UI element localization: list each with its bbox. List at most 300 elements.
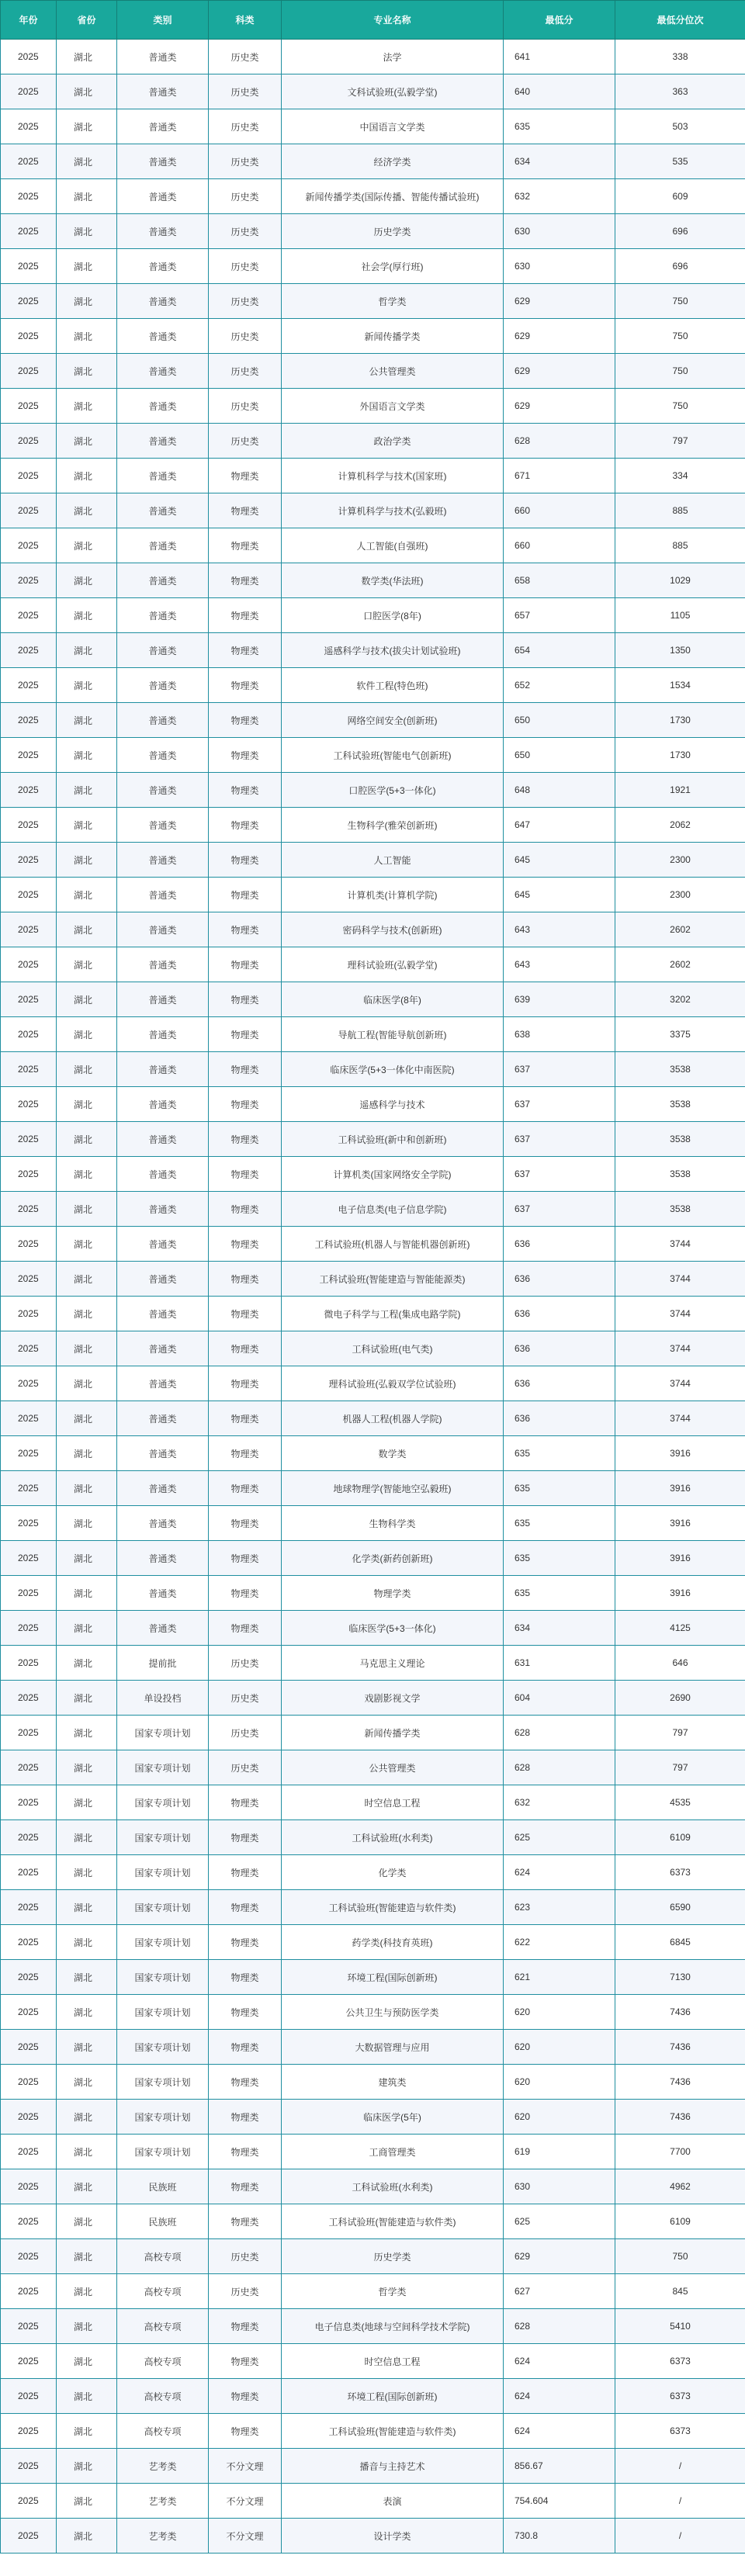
category-cell: 普通类 — [117, 1576, 209, 1611]
min-score-cell: 634 — [504, 1611, 615, 1646]
major-name-cell: 药学类(科技育英班) — [282, 1925, 504, 1960]
subject-track-cell: 物理类 — [209, 598, 282, 633]
table-row — [1, 1087, 745, 1122]
table-row — [1, 598, 745, 633]
major-name-cell: 中国语言文学类 — [282, 109, 504, 144]
major-name-cell: 历史学类 — [282, 2239, 504, 2274]
min-rank-cell: 3744 — [615, 1331, 745, 1366]
province-cell: 湖北 — [57, 1890, 117, 1925]
table-row — [1, 1541, 745, 1576]
province-cell: 湖北 — [57, 2204, 117, 2239]
province-cell: 湖北 — [57, 1681, 117, 1716]
year-cell: 2025 — [1, 1331, 57, 1366]
category-cell: 普通类 — [117, 144, 209, 179]
province-cell: 湖北 — [57, 738, 117, 773]
category-cell: 普通类 — [117, 1506, 209, 1541]
table-row — [1, 354, 745, 389]
min-rank-cell: 609 — [615, 179, 745, 214]
min-score-cell: 641 — [504, 40, 615, 74]
year-cell: 2025 — [1, 249, 57, 284]
year-cell: 2025 — [1, 982, 57, 1017]
min-score-cell: 654 — [504, 633, 615, 668]
min-score-cell: 856.67 — [504, 2449, 615, 2484]
category-cell: 普通类 — [117, 214, 209, 249]
category-cell: 普通类 — [117, 179, 209, 214]
province-cell: 湖北 — [57, 2484, 117, 2519]
header-province: 省份 — [57, 1, 117, 40]
category-cell: 普通类 — [117, 947, 209, 982]
min-score-cell: 658 — [504, 563, 615, 598]
min-score-cell: 639 — [504, 982, 615, 1017]
min-rank-cell: 6109 — [615, 2204, 745, 2239]
min-rank-cell: 503 — [615, 109, 745, 144]
min-rank-cell: 2300 — [615, 843, 745, 878]
province-cell: 湖北 — [57, 493, 117, 528]
major-name-cell: 化学类 — [282, 1855, 504, 1890]
min-rank-cell: 3538 — [615, 1122, 745, 1157]
major-name-cell: 大数据管理与应用 — [282, 2030, 504, 2065]
subject-track-cell: 物理类 — [209, 1366, 282, 1401]
category-cell: 艺考类 — [117, 2519, 209, 2553]
subject-track-cell: 历史类 — [209, 179, 282, 214]
category-cell: 普通类 — [117, 668, 209, 703]
subject-track-cell: 物理类 — [209, 2204, 282, 2239]
min-score-cell: 636 — [504, 1227, 615, 1262]
year-cell: 2025 — [1, 1192, 57, 1227]
year-cell: 2025 — [1, 40, 57, 74]
table-row — [1, 1750, 745, 1785]
year-cell: 2025 — [1, 912, 57, 947]
min-score-cell: 637 — [504, 1157, 615, 1192]
subject-track-cell: 物理类 — [209, 1262, 282, 1297]
table-row — [1, 1052, 745, 1087]
year-cell: 2025 — [1, 2309, 57, 2344]
min-rank-cell: 4535 — [615, 1785, 745, 1820]
major-name-cell: 工科试验班(智能建造与软件类) — [282, 1890, 504, 1925]
table-row — [1, 1785, 745, 1820]
major-name-cell: 工商管理类 — [282, 2135, 504, 2169]
category-cell: 高校专项 — [117, 2309, 209, 2344]
min-rank-cell: 7130 — [615, 1960, 745, 1995]
province-cell: 湖北 — [57, 2519, 117, 2553]
category-cell: 高校专项 — [117, 2274, 209, 2309]
min-rank-cell: 3538 — [615, 1157, 745, 1192]
subject-track-cell: 物理类 — [209, 2030, 282, 2065]
year-cell: 2025 — [1, 2065, 57, 2100]
province-cell: 湖北 — [57, 179, 117, 214]
subject-track-cell: 历史类 — [209, 249, 282, 284]
year-cell: 2025 — [1, 2519, 57, 2553]
year-cell: 2025 — [1, 389, 57, 424]
major-name-cell: 时空信息工程 — [282, 1785, 504, 1820]
min-score-cell: 631 — [504, 1646, 615, 1681]
year-cell: 2025 — [1, 2100, 57, 2135]
min-score-cell: 638 — [504, 1017, 615, 1052]
subject-track-cell: 物理类 — [209, 668, 282, 703]
min-rank-cell: 6590 — [615, 1890, 745, 1925]
year-cell: 2025 — [1, 563, 57, 598]
category-cell: 国家专项计划 — [117, 1716, 209, 1750]
category-cell: 普通类 — [117, 1087, 209, 1122]
year-cell: 2025 — [1, 1716, 57, 1750]
province-cell: 湖北 — [57, 354, 117, 389]
min-rank-cell: 3538 — [615, 1192, 745, 1227]
subject-track-cell: 物理类 — [209, 1192, 282, 1227]
major-name-cell: 法学 — [282, 40, 504, 74]
province-cell: 湖北 — [57, 214, 117, 249]
subject-track-cell: 物理类 — [209, 2309, 282, 2344]
province-cell: 湖北 — [57, 40, 117, 74]
province-cell: 湖北 — [57, 1262, 117, 1297]
table-row — [1, 2309, 745, 2344]
subject-track-cell: 物理类 — [209, 1436, 282, 1471]
min-rank-cell: 3202 — [615, 982, 745, 1017]
major-name-cell: 工科试验班(机器人与智能机器创新班) — [282, 1227, 504, 1262]
table-row — [1, 1681, 745, 1716]
year-cell: 2025 — [1, 1611, 57, 1646]
min-score-cell: 650 — [504, 703, 615, 738]
province-cell: 湖北 — [57, 109, 117, 144]
major-name-cell: 公共管理类 — [282, 1750, 504, 1785]
min-score-cell: 636 — [504, 1366, 615, 1401]
province-cell: 湖北 — [57, 598, 117, 633]
min-rank-cell: / — [615, 2519, 745, 2553]
year-cell: 2025 — [1, 1681, 57, 1716]
province-cell: 湖北 — [57, 319, 117, 354]
min-rank-cell: 3916 — [615, 1436, 745, 1471]
min-rank-cell: 3375 — [615, 1017, 745, 1052]
major-name-cell: 遥感科学与技术(拔尖计划试验班) — [282, 633, 504, 668]
subject-track-cell: 物理类 — [209, 633, 282, 668]
major-name-cell: 口腔医学(8年) — [282, 598, 504, 633]
year-cell: 2025 — [1, 2414, 57, 2449]
year-cell: 2025 — [1, 668, 57, 703]
min-score-cell: 629 — [504, 284, 615, 319]
subject-track-cell: 物理类 — [209, 808, 282, 843]
year-cell: 2025 — [1, 1750, 57, 1785]
table-row — [1, 1611, 745, 1646]
major-name-cell: 外国语言文学类 — [282, 389, 504, 424]
major-name-cell: 工科试验班(电气类) — [282, 1331, 504, 1366]
major-name-cell: 设计学类 — [282, 2519, 504, 2553]
major-name-cell: 临床医学(5年) — [282, 2100, 504, 2135]
table-row — [1, 808, 745, 843]
subject-track-cell: 物理类 — [209, 947, 282, 982]
year-cell: 2025 — [1, 74, 57, 109]
year-cell: 2025 — [1, 1506, 57, 1541]
major-name-cell: 理科试验班(弘毅学堂) — [282, 947, 504, 982]
major-name-cell: 文科试验班(弘毅学堂) — [282, 74, 504, 109]
year-cell: 2025 — [1, 109, 57, 144]
province-cell: 湖北 — [57, 459, 117, 493]
min-score-cell: 636 — [504, 1331, 615, 1366]
major-name-cell: 计算机科学与技术(国家班) — [282, 459, 504, 493]
table-row — [1, 1925, 745, 1960]
major-name-cell: 数学类(华法班) — [282, 563, 504, 598]
min-rank-cell: 6845 — [615, 1925, 745, 1960]
category-cell: 普通类 — [117, 1227, 209, 1262]
major-name-cell: 哲学类 — [282, 284, 504, 319]
major-name-cell: 工科试验班(智能电气创新班) — [282, 738, 504, 773]
subject-track-cell: 物理类 — [209, 1471, 282, 1506]
min-rank-cell: 885 — [615, 528, 745, 563]
major-name-cell: 历史学类 — [282, 214, 504, 249]
min-score-cell: 634 — [504, 144, 615, 179]
subject-track-cell: 物理类 — [209, 1820, 282, 1855]
table-row — [1, 40, 745, 74]
min-score-cell: 625 — [504, 1820, 615, 1855]
province-cell: 湖北 — [57, 2274, 117, 2309]
province-cell: 湖北 — [57, 1471, 117, 1506]
major-name-cell: 计算机类(国家网络安全学院) — [282, 1157, 504, 1192]
year-cell: 2025 — [1, 214, 57, 249]
table-row — [1, 144, 745, 179]
major-name-cell: 社会学(厚行班) — [282, 249, 504, 284]
header-major-name: 专业名称 — [282, 1, 504, 40]
subject-track-cell: 物理类 — [209, 1331, 282, 1366]
province-cell: 湖北 — [57, 1017, 117, 1052]
major-name-cell: 马克思主义理论 — [282, 1646, 504, 1681]
major-name-cell: 微电子科学与工程(集成电路学院) — [282, 1297, 504, 1331]
category-cell: 普通类 — [117, 1297, 209, 1331]
major-name-cell: 数学类 — [282, 1436, 504, 1471]
category-cell: 普通类 — [117, 459, 209, 493]
subject-track-cell: 历史类 — [209, 214, 282, 249]
subject-track-cell: 物理类 — [209, 1122, 282, 1157]
year-cell: 2025 — [1, 1157, 57, 1192]
category-cell: 普通类 — [117, 1541, 209, 1576]
min-rank-cell: 797 — [615, 1750, 745, 1785]
major-name-cell: 环境工程(国际创新班) — [282, 2379, 504, 2414]
table-row — [1, 1890, 745, 1925]
min-score-cell: 628 — [504, 1750, 615, 1785]
major-name-cell: 生物科学(雅荣创新班) — [282, 808, 504, 843]
table-body — [1, 40, 745, 2553]
min-score-cell: 635 — [504, 1506, 615, 1541]
year-cell: 2025 — [1, 144, 57, 179]
subject-track-cell: 物理类 — [209, 563, 282, 598]
header-subject-track: 科类 — [209, 1, 282, 40]
major-name-cell: 导航工程(智能导航创新班) — [282, 1017, 504, 1052]
min-rank-cell: 7436 — [615, 2065, 745, 2100]
table-row — [1, 982, 745, 1017]
major-name-cell: 人工智能(自强班) — [282, 528, 504, 563]
year-cell: 2025 — [1, 1925, 57, 1960]
province-cell: 湖北 — [57, 982, 117, 1017]
min-score-cell: 635 — [504, 1576, 615, 1611]
province-cell: 湖北 — [57, 1750, 117, 1785]
major-name-cell: 物理学类 — [282, 1576, 504, 1611]
major-name-cell: 人工智能 — [282, 843, 504, 878]
min-score-cell: 632 — [504, 1785, 615, 1820]
category-cell: 国家专项计划 — [117, 2030, 209, 2065]
category-cell: 国家专项计划 — [117, 2065, 209, 2100]
category-cell: 国家专项计划 — [117, 2135, 209, 2169]
year-cell: 2025 — [1, 459, 57, 493]
table-row — [1, 1716, 745, 1750]
year-cell: 2025 — [1, 2274, 57, 2309]
min-score-cell: 657 — [504, 598, 615, 633]
province-cell: 湖北 — [57, 1995, 117, 2030]
min-score-cell: 628 — [504, 1716, 615, 1750]
subject-track-cell: 物理类 — [209, 1087, 282, 1122]
subject-track-cell: 物理类 — [209, 2379, 282, 2414]
min-score-cell: 660 — [504, 493, 615, 528]
min-rank-cell: 2602 — [615, 947, 745, 982]
min-rank-cell: 6373 — [615, 1855, 745, 1890]
min-score-cell: 637 — [504, 1087, 615, 1122]
table-row — [1, 493, 745, 528]
min-score-cell: 645 — [504, 878, 615, 912]
min-rank-cell: 6373 — [615, 2379, 745, 2414]
province-cell: 湖北 — [57, 2379, 117, 2414]
major-name-cell: 工科试验班(水利类) — [282, 2169, 504, 2204]
min-score-cell: 635 — [504, 1436, 615, 1471]
category-cell: 普通类 — [117, 1052, 209, 1087]
category-cell: 普通类 — [117, 633, 209, 668]
subject-track-cell: 物理类 — [209, 912, 282, 947]
category-cell: 普通类 — [117, 878, 209, 912]
subject-track-cell: 不分文理 — [209, 2519, 282, 2553]
min-rank-cell: 535 — [615, 144, 745, 179]
year-cell: 2025 — [1, 1820, 57, 1855]
min-rank-cell: 1730 — [615, 703, 745, 738]
category-cell: 普通类 — [117, 1192, 209, 1227]
category-cell: 普通类 — [117, 1401, 209, 1436]
major-name-cell: 哲学类 — [282, 2274, 504, 2309]
min-score-cell: 628 — [504, 424, 615, 459]
min-score-cell: 629 — [504, 319, 615, 354]
province-cell: 湖北 — [57, 1506, 117, 1541]
category-cell: 普通类 — [117, 424, 209, 459]
min-rank-cell: 6373 — [615, 2414, 745, 2449]
subject-track-cell: 物理类 — [209, 1506, 282, 1541]
year-cell: 2025 — [1, 284, 57, 319]
min-rank-cell: 5410 — [615, 2309, 745, 2344]
province-cell: 湖北 — [57, 912, 117, 947]
year-cell: 2025 — [1, 2169, 57, 2204]
min-score-cell: 622 — [504, 1925, 615, 1960]
category-cell: 普通类 — [117, 1611, 209, 1646]
min-score-cell: 621 — [504, 1960, 615, 1995]
min-rank-cell: 3744 — [615, 1227, 745, 1262]
category-cell: 普通类 — [117, 808, 209, 843]
header-row — [1, 1, 745, 40]
year-cell: 2025 — [1, 947, 57, 982]
min-score-cell: 619 — [504, 2135, 615, 2169]
province-cell: 湖北 — [57, 1646, 117, 1681]
province-cell: 湖北 — [57, 2414, 117, 2449]
province-cell: 湖北 — [57, 424, 117, 459]
major-name-cell: 网络空间安全(创新班) — [282, 703, 504, 738]
min-score-cell: 623 — [504, 1890, 615, 1925]
table-header — [1, 1, 745, 40]
table-row — [1, 109, 745, 144]
min-score-cell: 630 — [504, 249, 615, 284]
major-name-cell: 经济学类 — [282, 144, 504, 179]
min-score-cell: 645 — [504, 843, 615, 878]
min-score-cell: 630 — [504, 2169, 615, 2204]
min-score-cell: 620 — [504, 2065, 615, 2100]
min-rank-cell: 3916 — [615, 1506, 745, 1541]
table-row — [1, 1855, 745, 1890]
category-cell: 国家专项计划 — [117, 2100, 209, 2135]
min-rank-cell: 3538 — [615, 1087, 745, 1122]
subject-track-cell: 历史类 — [209, 74, 282, 109]
province-cell: 湖北 — [57, 843, 117, 878]
min-score-cell: 620 — [504, 1995, 615, 2030]
subject-track-cell: 历史类 — [209, 1646, 282, 1681]
min-score-cell: 754.604 — [504, 2484, 615, 2519]
min-rank-cell: 3744 — [615, 1366, 745, 1401]
table-row — [1, 1471, 745, 1506]
province-cell: 湖北 — [57, 1122, 117, 1157]
min-score-cell: 624 — [504, 2344, 615, 2379]
min-score-cell: 647 — [504, 808, 615, 843]
category-cell: 普通类 — [117, 1366, 209, 1401]
subject-track-cell: 物理类 — [209, 2065, 282, 2100]
table-row — [1, 2204, 745, 2239]
province-cell: 湖北 — [57, 1436, 117, 1471]
min-rank-cell: 1105 — [615, 598, 745, 633]
subject-track-cell: 历史类 — [209, 354, 282, 389]
province-cell: 湖北 — [57, 2239, 117, 2274]
subject-track-cell: 历史类 — [209, 284, 282, 319]
category-cell: 高校专项 — [117, 2239, 209, 2274]
year-cell: 2025 — [1, 598, 57, 633]
subject-track-cell: 历史类 — [209, 1716, 282, 1750]
subject-track-cell: 物理类 — [209, 1995, 282, 2030]
table-row — [1, 2065, 745, 2100]
subject-track-cell: 物理类 — [209, 703, 282, 738]
category-cell: 国家专项计划 — [117, 1925, 209, 1960]
major-name-cell: 公共管理类 — [282, 354, 504, 389]
province-cell: 湖北 — [57, 1576, 117, 1611]
min-score-cell: 636 — [504, 1401, 615, 1436]
min-rank-cell: 1921 — [615, 773, 745, 808]
category-cell: 国家专项计划 — [117, 1890, 209, 1925]
table-row — [1, 2519, 745, 2553]
subject-track-cell: 物理类 — [209, 2169, 282, 2204]
subject-track-cell: 物理类 — [209, 1297, 282, 1331]
subject-track-cell: 历史类 — [209, 1681, 282, 1716]
subject-track-cell: 物理类 — [209, 1017, 282, 1052]
table-row — [1, 389, 745, 424]
year-cell: 2025 — [1, 843, 57, 878]
category-cell: 普通类 — [117, 1471, 209, 1506]
category-cell: 国家专项计划 — [117, 1855, 209, 1890]
min-score-cell: 627 — [504, 2274, 615, 2309]
min-score-cell: 625 — [504, 2204, 615, 2239]
province-cell: 湖北 — [57, 2065, 117, 2100]
province-cell: 湖北 — [57, 1192, 117, 1227]
min-rank-cell: 750 — [615, 319, 745, 354]
table-row — [1, 1262, 745, 1297]
min-score-cell: 643 — [504, 912, 615, 947]
category-cell: 普通类 — [117, 982, 209, 1017]
major-name-cell: 工科试验班(智能建造与智能能源类) — [282, 1262, 504, 1297]
min-score-cell: 660 — [504, 528, 615, 563]
year-cell: 2025 — [1, 1471, 57, 1506]
province-cell: 湖北 — [57, 633, 117, 668]
category-cell: 高校专项 — [117, 2414, 209, 2449]
major-name-cell: 理科试验班(弘毅双学位试验班) — [282, 1366, 504, 1401]
province-cell: 湖北 — [57, 668, 117, 703]
subject-track-cell: 历史类 — [209, 109, 282, 144]
major-name-cell: 新闻传播学类(国际传播、智能传播试验班) — [282, 179, 504, 214]
year-cell: 2025 — [1, 1227, 57, 1262]
subject-track-cell: 历史类 — [209, 424, 282, 459]
